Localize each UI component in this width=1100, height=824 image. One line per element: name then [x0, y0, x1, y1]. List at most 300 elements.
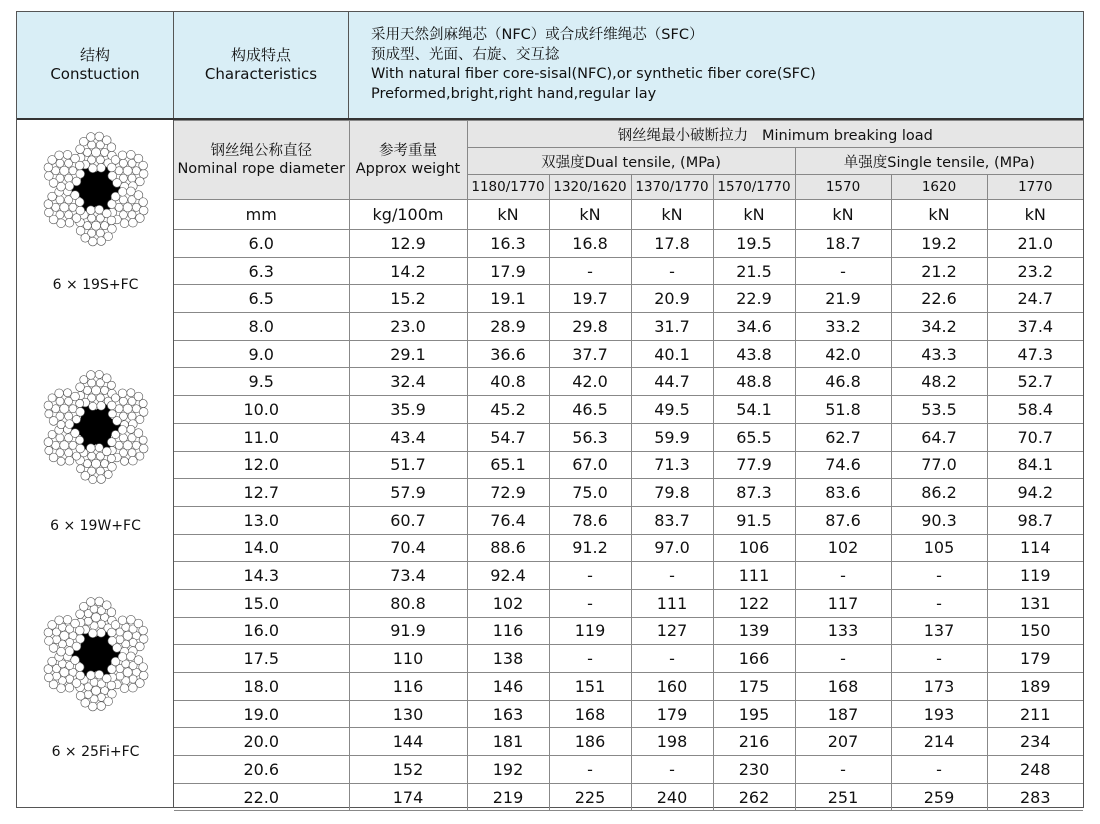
load-cell: 47.3: [987, 340, 1083, 368]
wire: [91, 386, 100, 395]
weight-cell: 32.4: [349, 368, 467, 396]
header-construction-en: Constuction: [50, 65, 140, 83]
wire: [97, 628, 106, 637]
load-cell: -: [891, 562, 987, 590]
description-line: 采用天然剑麻绳芯（NFC）或合成纤维绳芯（SFC）: [371, 27, 704, 43]
weight-cell: 73.4: [349, 562, 467, 590]
wire: [118, 188, 127, 197]
table-row: [174, 756, 1083, 784]
load-cell: 117: [795, 589, 891, 617]
header-characteristics: [174, 12, 349, 118]
wire: [65, 174, 73, 182]
wire: [65, 211, 73, 219]
wire: [45, 637, 54, 646]
wire: [120, 457, 128, 465]
diameter-cell: 6.3: [174, 257, 349, 285]
load-cell: 65.1: [467, 451, 549, 479]
load-cell: 216: [713, 728, 795, 756]
diameter-cell: 9.5: [174, 368, 349, 396]
wire: [97, 475, 106, 484]
diameter-cell: 12.0: [174, 451, 349, 479]
load-cell: 34.2: [891, 313, 987, 341]
wire: [89, 475, 97, 483]
wire: [107, 216, 116, 225]
wire: [95, 370, 103, 378]
wire: [123, 203, 132, 212]
load-cell: 137: [891, 617, 987, 645]
weight-cell: 152: [349, 756, 467, 784]
table-row: [174, 700, 1083, 728]
diameter-cell: 20.6: [174, 756, 349, 784]
load-cell: -: [549, 756, 631, 784]
table-row: [174, 479, 1083, 507]
load-cell: 127: [631, 617, 713, 645]
col-header-dual-tensile: 双强度Dual tensile, (MPa): [467, 148, 795, 175]
wire: [118, 653, 127, 662]
load-cell: 181: [467, 728, 549, 756]
description-line: Preformed,bright,right hand,regular lay: [371, 85, 657, 102]
grade-cell: 1620: [891, 175, 987, 200]
load-cell: 77.9: [713, 451, 795, 479]
load-cell: 31.7: [631, 313, 713, 341]
wire: [95, 444, 103, 452]
load-cell: 88.6: [467, 534, 549, 562]
wire: [116, 635, 124, 643]
load-cell: 19.1: [467, 285, 549, 313]
wire: [139, 436, 147, 444]
weight-cell: 174: [349, 783, 467, 811]
load-cell: -: [549, 645, 631, 673]
wire: [123, 166, 132, 175]
col-header-weight-en: Approx weight: [355, 161, 461, 177]
wire: [75, 663, 84, 672]
wire: [123, 404, 132, 413]
wire: [91, 148, 100, 157]
wire: [97, 237, 106, 246]
wire: [84, 617, 92, 625]
wire: [76, 691, 85, 700]
header-description: [349, 12, 1083, 118]
load-cell: 21.2: [891, 257, 987, 285]
load-cell: 248: [987, 756, 1083, 784]
table-row: [174, 562, 1083, 590]
grade-cell: 1320/1620: [549, 175, 631, 200]
wire: [128, 218, 137, 227]
load-cell: 122: [713, 589, 795, 617]
header-construction-cn: 结构: [79, 46, 110, 64]
wire: [60, 404, 69, 413]
wire: [139, 444, 148, 453]
load-cell: 65.5: [713, 423, 795, 451]
wire: [88, 214, 96, 222]
rope-cross-section-icon: [35, 593, 157, 715]
weight-cell: 130: [349, 700, 467, 728]
load-cell: 283: [987, 783, 1083, 811]
header-characteristics-en: Characteristics: [204, 65, 318, 83]
load-cell: 21.5: [713, 257, 795, 285]
load-cell: 87.3: [713, 479, 795, 507]
load-cell: 225: [549, 783, 631, 811]
load-cell: 116: [467, 617, 549, 645]
wire: [139, 198, 148, 207]
load-cell: 53.5: [891, 396, 987, 424]
wire: [65, 683, 74, 692]
wire: [45, 673, 54, 682]
wire: [97, 401, 106, 410]
unit-cell: kN: [467, 200, 549, 230]
table-row: [174, 396, 1083, 424]
load-cell: 230: [713, 756, 795, 784]
wire: [45, 446, 53, 454]
table-row: [174, 340, 1083, 368]
table-body: [174, 230, 1083, 811]
table-row: [174, 451, 1083, 479]
load-cell: 192: [467, 756, 549, 784]
load-cell: 36.6: [467, 340, 549, 368]
load-cell: 186: [549, 728, 631, 756]
load-cell: 262: [713, 783, 795, 811]
load-cell: 102: [467, 589, 549, 617]
wire: [60, 166, 69, 175]
wire: [75, 626, 84, 635]
load-cell: 16.3: [467, 230, 549, 258]
wire: [128, 456, 137, 465]
load-cell: 42.0: [795, 340, 891, 368]
table-row: [174, 728, 1083, 756]
wire: [75, 198, 84, 207]
unit-cell: kN: [891, 200, 987, 230]
table-row: [174, 673, 1083, 701]
load-cell: 74.6: [795, 451, 891, 479]
load-cell: 131: [987, 589, 1083, 617]
construction-label: 6 × 19S+FC: [52, 277, 139, 293]
wire: [57, 457, 65, 465]
load-cell: 97.0: [631, 534, 713, 562]
weight-cell: 43.4: [349, 423, 467, 451]
wire: [96, 156, 104, 164]
load-cell: 34.6: [713, 313, 795, 341]
load-cell: 24.7: [987, 285, 1083, 313]
weight-cell: 23.0: [349, 313, 467, 341]
wire: [88, 379, 96, 387]
wire: [108, 462, 117, 471]
load-cell: -: [795, 645, 891, 673]
weight-cell: 144: [349, 728, 467, 756]
wire: [119, 397, 127, 405]
wire: [107, 381, 115, 389]
wire: [56, 397, 64, 405]
diameter-cell: 8.0: [174, 313, 349, 341]
load-cell: 48.2: [891, 368, 987, 396]
rope-cross-section-icon: [35, 128, 157, 250]
wire: [86, 671, 95, 680]
load-cell: 40.8: [467, 368, 549, 396]
weight-cell: 57.9: [349, 479, 467, 507]
load-cell: 114: [987, 534, 1083, 562]
grade-cell: 1570/1770: [713, 175, 795, 200]
units-row: [174, 200, 1083, 230]
load-cell: 240: [631, 783, 713, 811]
load-cell: 86.2: [891, 479, 987, 507]
load-cell: 78.6: [549, 506, 631, 534]
load-cell: 150: [987, 617, 1083, 645]
table-row: [174, 423, 1083, 451]
load-cell: -: [631, 257, 713, 285]
diameter-cell: 10.0: [174, 396, 349, 424]
wire: [107, 401, 116, 410]
load-cell: 79.8: [631, 479, 713, 507]
load-cell: 119: [549, 617, 631, 645]
load-cell: 146: [467, 673, 549, 701]
load-cell: 87.6: [795, 506, 891, 534]
load-cell: 19.2: [891, 230, 987, 258]
wire: [108, 637, 117, 646]
load-cell: 179: [987, 645, 1083, 673]
load-cell: 83.7: [631, 506, 713, 534]
table-row: [174, 783, 1083, 811]
wire: [56, 159, 64, 167]
wire: [91, 221, 100, 230]
diameter-cell: 6.0: [174, 230, 349, 258]
grade-cell: 1180/1770: [467, 175, 549, 200]
wire: [65, 182, 74, 191]
load-cell: 16.8: [549, 230, 631, 258]
load-cell: 91.2: [549, 534, 631, 562]
wire: [89, 402, 97, 410]
load-cell: -: [891, 756, 987, 784]
load-cell: 168: [549, 700, 631, 728]
load-cell: 139: [713, 617, 795, 645]
diameter-cell: 15.0: [174, 589, 349, 617]
load-cell: 43.8: [713, 340, 795, 368]
weight-cell: 80.8: [349, 589, 467, 617]
wire: [45, 410, 53, 418]
load-cell: 71.3: [631, 451, 713, 479]
diameter-cell: 6.5: [174, 285, 349, 313]
col-header-diameter-cn: 钢丝绳公称直径: [210, 143, 312, 159]
wire: [128, 449, 136, 457]
wire: [88, 452, 96, 460]
wire: [128, 211, 136, 219]
load-cell: 92.4: [467, 562, 549, 590]
load-cell: 67.0: [549, 451, 631, 479]
wire: [60, 203, 69, 212]
wire: [65, 412, 73, 420]
load-cell: 91.5: [713, 506, 795, 534]
wire: [76, 399, 84, 407]
wire: [119, 159, 127, 167]
wire: [84, 690, 92, 698]
header-band: [17, 12, 1083, 120]
load-cell: 219: [467, 783, 549, 811]
diameter-cell: 12.7: [174, 479, 349, 507]
load-cell: 70.7: [987, 423, 1083, 451]
load-cell: 17.9: [467, 257, 549, 285]
wire: [96, 229, 104, 237]
wire: [86, 371, 95, 380]
diameter-cell: 16.0: [174, 617, 349, 645]
load-cell: 102: [795, 534, 891, 562]
wire: [119, 434, 127, 442]
load-cell: 214: [891, 728, 987, 756]
load-cell: 211: [987, 700, 1083, 728]
unit-cell: mm: [174, 200, 349, 230]
col-header-weight-cn: 参考重量: [379, 143, 437, 159]
load-cell: 234: [987, 728, 1083, 756]
load-cell: 21.9: [795, 285, 891, 313]
wire: [96, 394, 104, 402]
load-cell: 94.2: [987, 479, 1083, 507]
table-row: [174, 257, 1083, 285]
diameter-cell: 14.0: [174, 534, 349, 562]
load-cell: 187: [795, 700, 891, 728]
weight-cell: 12.9: [349, 230, 467, 258]
grade-cell: 1370/1770: [631, 175, 713, 200]
load-cell: 193: [891, 700, 987, 728]
load-cell: 84.1: [987, 451, 1083, 479]
load-cell: 98.7: [987, 506, 1083, 534]
load-cell: 76.4: [467, 506, 549, 534]
header-characteristics-cn: 构成特点: [230, 46, 291, 64]
load-cell: 21.0: [987, 230, 1083, 258]
wire: [128, 683, 137, 692]
load-cell: -: [631, 645, 713, 673]
load-cell: -: [549, 562, 631, 590]
col-header-single-tensile: 单强度Single tensile, (MPa): [795, 148, 1083, 175]
wire: [86, 206, 95, 215]
wire: [65, 420, 74, 429]
load-cell: 133: [795, 617, 891, 645]
load-cell: -: [795, 562, 891, 590]
rope-cross-section-icon: [35, 366, 157, 488]
load-cell: 20.9: [631, 285, 713, 313]
wire: [76, 226, 85, 235]
load-cell: 45.2: [467, 396, 549, 424]
wire: [45, 208, 54, 217]
load-cell: -: [891, 645, 987, 673]
load-cell: 106: [713, 534, 795, 562]
load-cell: 49.5: [631, 396, 713, 424]
load-cell: 46.8: [795, 368, 891, 396]
load-cell: 173: [891, 673, 987, 701]
unit-cell: kN: [987, 200, 1083, 230]
wire: [139, 408, 148, 417]
weight-cell: 15.2: [349, 285, 467, 313]
wire: [97, 702, 106, 711]
wire: [56, 434, 64, 442]
load-cell: 198: [631, 728, 713, 756]
load-cell: 168: [795, 673, 891, 701]
wire: [118, 151, 127, 160]
load-cell: 111: [713, 562, 795, 590]
load-cell: 37.4: [987, 313, 1083, 341]
wire: [139, 399, 147, 407]
load-cell: -: [795, 756, 891, 784]
load-cell: 40.1: [631, 340, 713, 368]
wire: [88, 141, 96, 149]
table-row: [174, 313, 1083, 341]
wire: [76, 408, 85, 417]
load-cell: 259: [891, 783, 987, 811]
unit-cell: kN: [713, 200, 795, 230]
wire: [76, 436, 84, 444]
col-header-diameter: [174, 121, 349, 200]
load-cell: 119: [987, 562, 1083, 590]
load-cell: -: [549, 257, 631, 285]
weight-cell: 35.9: [349, 396, 467, 424]
wire: [97, 163, 106, 172]
wire: [118, 616, 127, 625]
description-line: 预成型、光面、右旋、交互捻: [371, 46, 560, 63]
load-cell: 46.5: [549, 396, 631, 424]
construction-label: 6 × 25Fi+FC: [51, 744, 140, 760]
load-cell: 62.7: [795, 423, 891, 451]
wire: [65, 218, 74, 227]
description-line: With natural fiber core-sisal(NFC),or synthetic fiber core(SFC): [371, 66, 816, 82]
weight-cell: 116: [349, 673, 467, 701]
weight-cell: 70.4: [349, 534, 467, 562]
construction-column: [17, 120, 174, 807]
load-cell: 207: [795, 728, 891, 756]
load-cell: 105: [891, 534, 987, 562]
unit-cell: kN: [795, 200, 891, 230]
wire: [123, 441, 132, 450]
wire: [128, 174, 136, 182]
load-cell: 72.9: [467, 479, 549, 507]
load-cell: 58.4: [987, 396, 1083, 424]
wire: [116, 672, 124, 680]
wire: [57, 421, 65, 429]
load-cell: -: [631, 756, 713, 784]
load-cell: 19.5: [713, 230, 795, 258]
load-cell: 189: [987, 673, 1083, 701]
breaking-load-table: [174, 120, 1083, 811]
wire: [56, 196, 64, 204]
header-construction: [17, 12, 174, 118]
wire: [139, 663, 148, 672]
wire: [86, 598, 95, 607]
wire: [44, 401, 53, 410]
col-header-min-breaking-load: 钢丝绳最小破断拉力 Minimum breaking load: [467, 121, 1083, 148]
wire: [65, 456, 74, 465]
table-row: [174, 368, 1083, 396]
weight-cell: 29.1: [349, 340, 467, 368]
load-cell: 83.6: [795, 479, 891, 507]
wire: [127, 425, 135, 433]
wire: [107, 438, 116, 447]
load-cell: 77.0: [891, 451, 987, 479]
wire: [60, 441, 69, 450]
diameter-cell: 11.0: [174, 423, 349, 451]
wire: [91, 459, 100, 468]
wire: [55, 616, 64, 625]
wire: [108, 410, 116, 418]
wire: [65, 647, 74, 656]
wire: [107, 454, 115, 462]
load-cell: 75.0: [549, 479, 631, 507]
load-cell: 48.8: [713, 368, 795, 396]
table-row: [174, 534, 1083, 562]
wire: [55, 389, 64, 398]
table-row: [174, 617, 1083, 645]
wire: [107, 681, 116, 690]
table-row: [174, 285, 1083, 313]
wire: [44, 438, 53, 447]
wire: [107, 608, 116, 617]
load-cell: -: [891, 589, 987, 617]
wire: [118, 426, 127, 435]
load-cell: -: [631, 562, 713, 590]
